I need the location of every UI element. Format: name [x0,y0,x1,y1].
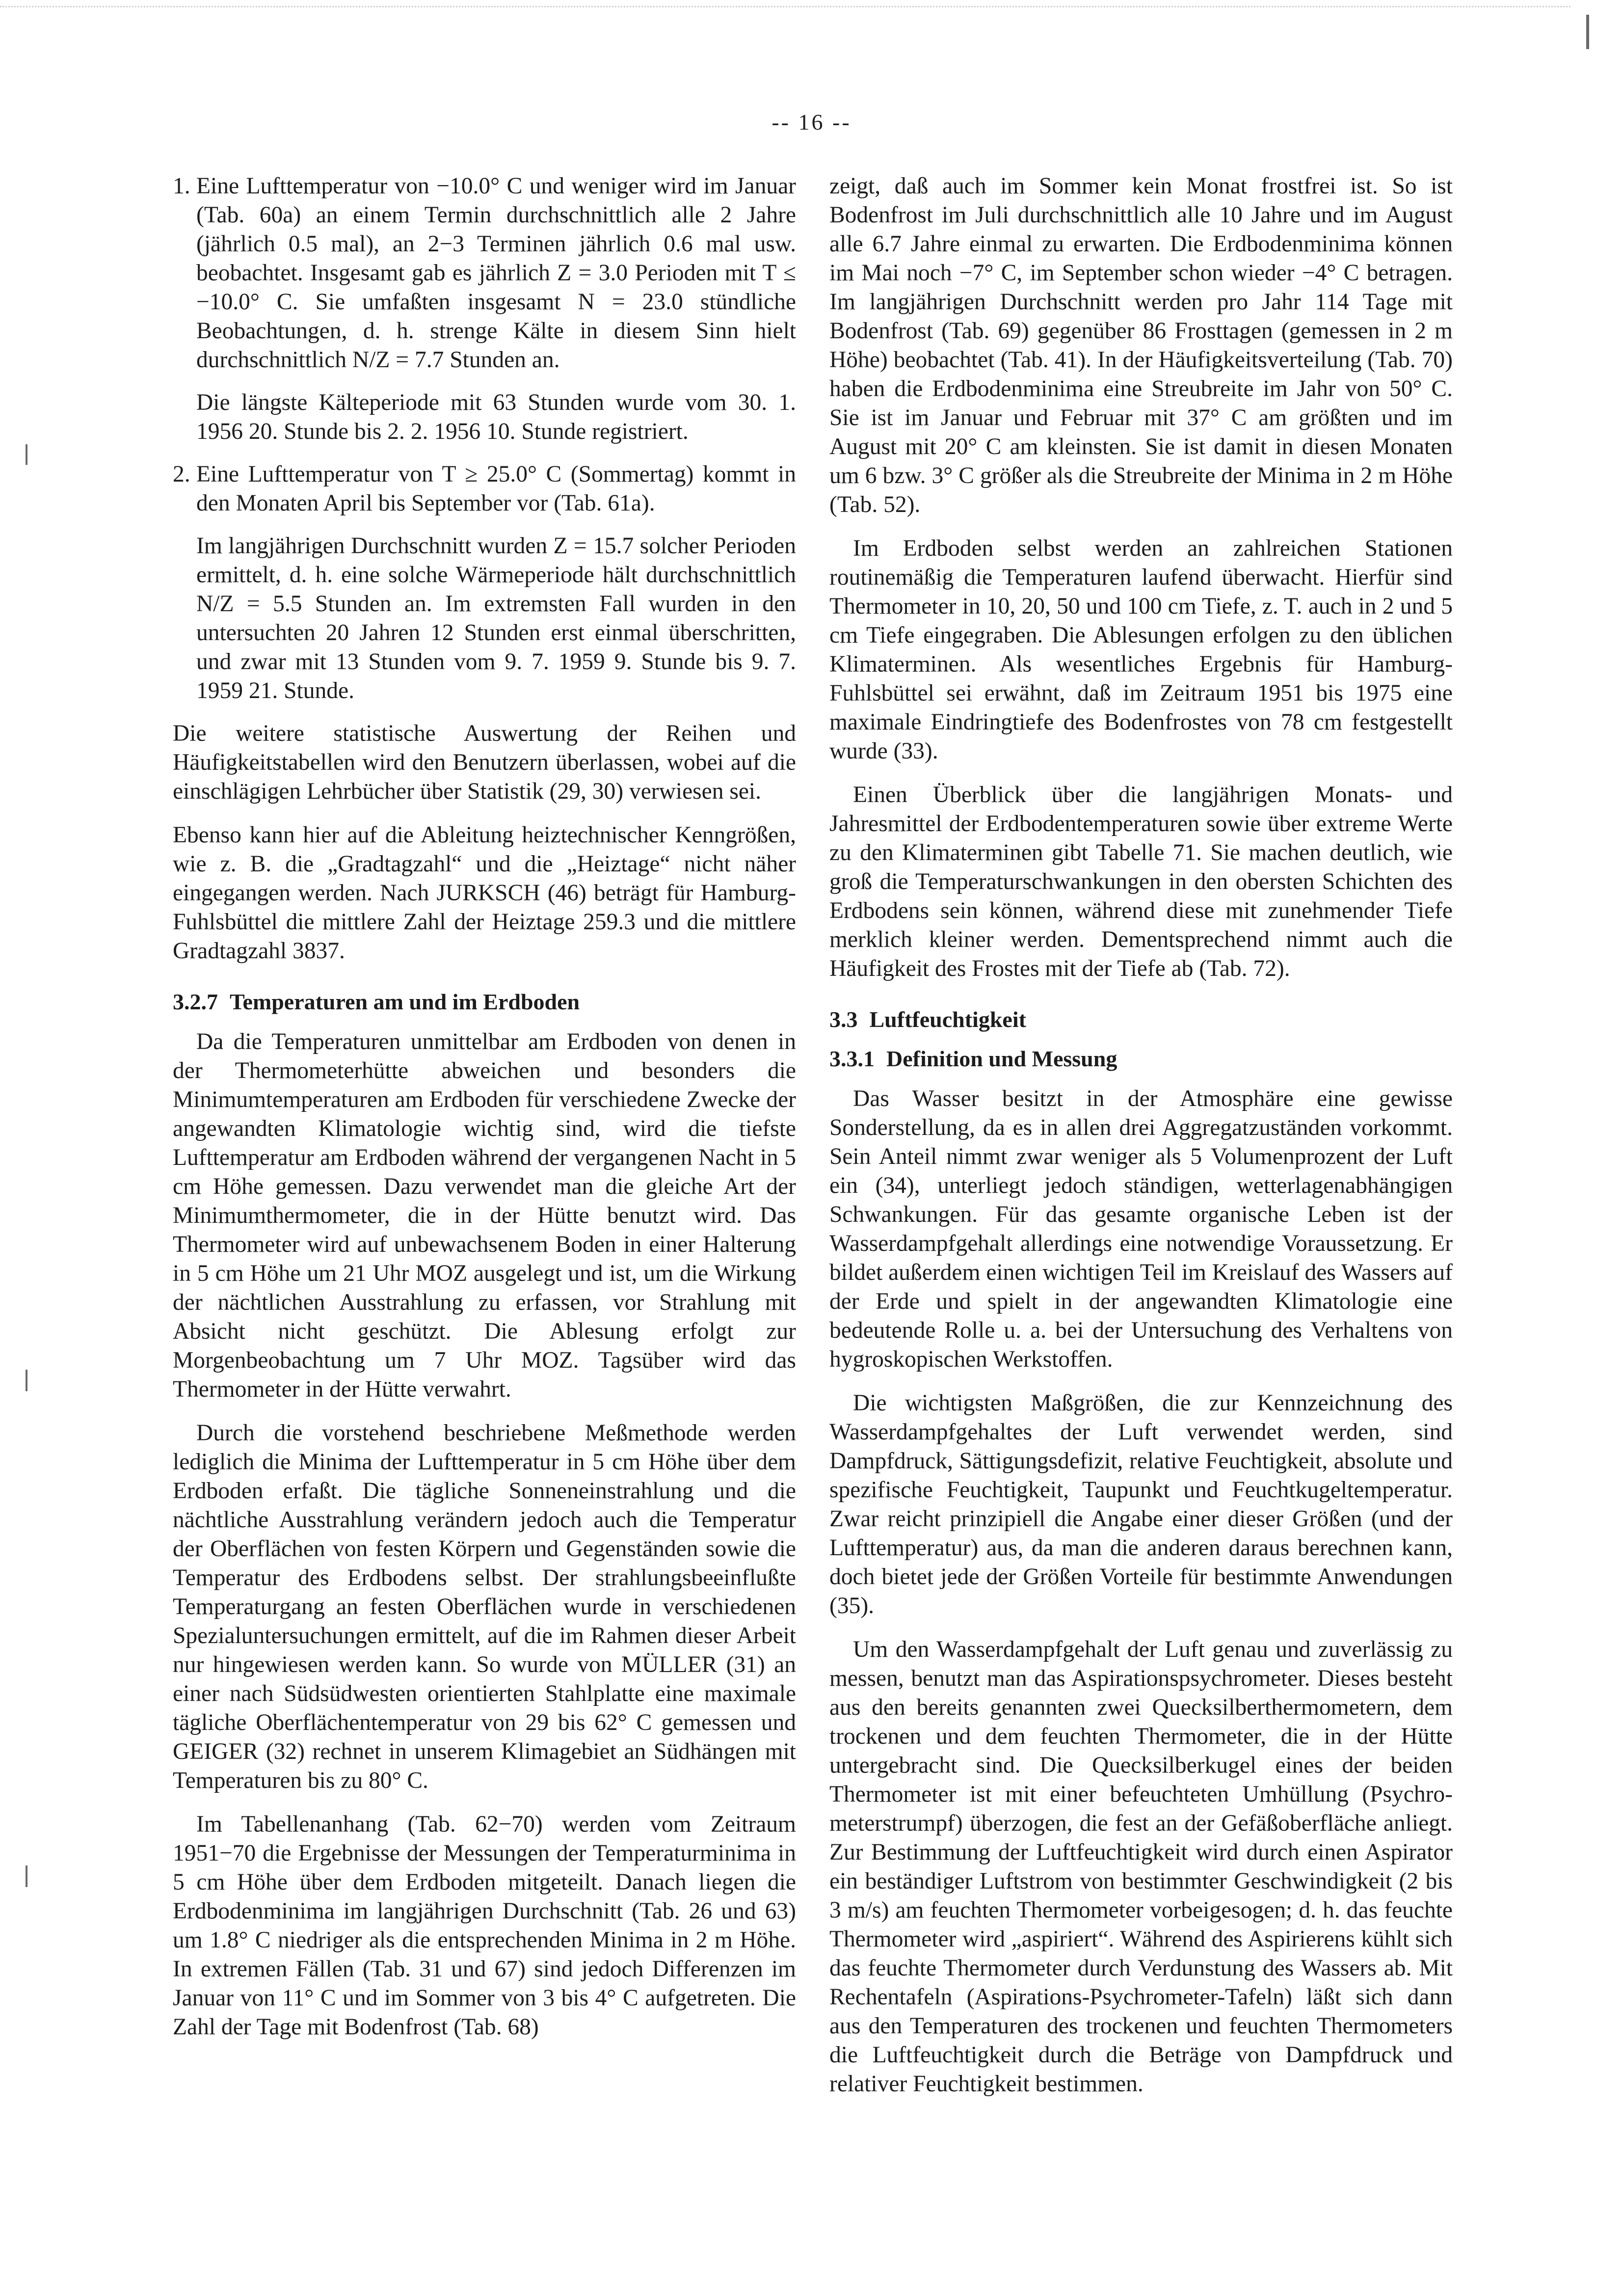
right-column [829,172,1453,2113]
section-number: 3.3.1 [829,1046,875,1071]
scan-mark [26,1865,27,1887]
section-heading-3-3 [829,1006,1453,1033]
paragraph: Da die Temperaturen unmittelbar am Erdboden von denen in der Thermometerhütte abweichen und besonders die Minimumtemperaturen am Erdboden für verschiedene Zwecke der angewandten Klimatologie wichtig sind, wird die tiefste Lufttemperatur am Erdboden während der vergangenen Nacht in 5 cm Höhe gemessen. Dazu verwendet man die gleiche Art der Minimumthermometer, die in der Hütte benutzt wird. Das Thermometer wird auf unbewachsenem Boden in einer Halterung in 5 cm Höhe um 21 Uhr MOZ ausgelegt und ist, um die Wirkung der nächtlichen Ausstrahlung zu erfassen, vor Strahlung mit Absicht nicht geschützt. Die Ablesung erfolgt zur Morgenbeobachtung um 7 Uhr MOZ. Tagsüber wird das Thermometer in der Hütte verwahrt. [173,1029,796,1402]
paragraph: Die weitere statistische Auswertung der Reihen und Häufigkeitstabellen wird den Benutzern überlassen, wobei auf die einschlägigen Lehrbücher über Statistik (29, 30) verwiesen sei. [173,721,796,804]
section-title: Luftfeuchtigkeit [869,1007,1026,1032]
paragraph: Ebenso kann hier auf die Ableitung heiztechnischer Kenngrößen, wie z. B. die „Gradtagzahl“ und die „Heiztage“ nicht näher eingegangen werden. Nach JURKSCH (46) beträgt für Hamburg-Fuhlsbüttel die mittlere Zahl der Heiztage 259.3 und die mittlere Gradtagzahl 3837. [173,822,796,964]
paragraph: Eine Lufttemperatur von T ≥ 25.0° C (Sommertag) kommt in den Monaten April bis September vor (Tab. 61a). [196,461,796,516]
section-heading-3-3-1 [829,1045,1453,1073]
paragraph: Das Wasser besitzt in der Atmosphäre eine gewisse Sonderstellung, da es in allen drei Aggregatzuständen vorkommt. Sein Anteil nimmt zwar weniger als 5 Volumenprozent der Luft ein (34), unterliegt jedoch ständigen, wetterlagenabhängigen Schwankungen. Für das gesamte organische Leben ist der Wasserdampfgehalt allerdings eine notwendige Voraussetzung. Er bildet außerdem einen wichtigen Teil im Kreislauf des Wassers auf der Erde und spielt in der angewandten Klimatologie eine bedeutende Rolle u. a. bei der Untersuchung des Verhaltens von hygroskopischen Werkstoffen. [829,1086,1453,1372]
paragraph: Eine Lufttemperatur von −10.0° C und weniger wird im Januar (Tab. 60a) an einem Termin durchschnittlich alle 2 Jahre (jährlich 0.5 mal), an 2−3 Terminen jährlich 0.6 mal usw. beobachtet. Insgesamt gab es jährlich Z = 3.0 Perioden mit T ≤ −10.0° C. Sie umfaßten insgesamt N = 23.0 stündliche Beobachtungen, d. h. strenge Kälte in diesem Sinn hielt durchschnittlich N/Z = 7.7 Stunden an. [196,173,796,373]
left-column [173,172,796,2056]
paragraph: Im Erdboden selbst werden an zahlreichen Stationen routinemäßig die Temperaturen laufend überwacht. Hierfür sind Thermometer in 10, 20, 50 und 100 cm Tiefe, z. T. auch in 2 und 5 cm Tiefe eingegraben. Die Ablesungen erfolgen zu den üblichen Klimaterminen. Als wesentliches Ergebnis für Hamburg-Fuhlsbüttel sei erwähnt, daß im Zeitraum 1951 bis 1975 eine maximale Eindringtiefe des Bodenfrostes von 78 cm festgestellt wurde (33). [829,536,1453,764]
section-heading-3-2-7 [173,988,796,1016]
paragraph: Im Tabellenanhang (Tab. 62−70) werden vom Zeitraum 1951−70 die Ergebnisse der Messungen der Temperaturminima in 5 cm Höhe über dem Erdboden mitgeteilt. Danach liegen die Erdbodenminima im langjährigen Durchschnitt (Tab. 26 und 63) um 1.8° C niedriger als die entsprechenden Minima in 2 m Höhe. In extremen Fällen (Tab. 31 und 67) sind jedoch Differenzen im Januar von 11° C und im Sommer von 3 bis 4° C aufgetreten. Die Zahl der Tage mit Bodenfrost (Tab. 68) [173,1811,796,2040]
list-number: 1. [173,173,190,199]
page-number: -- 16 -- [772,109,851,135]
section-number: 3.3 [829,1007,858,1032]
list-item-2 [173,460,796,719]
list-item-1 [173,172,796,460]
section-title: Temperaturen am und im Erdboden [230,989,580,1014]
section-title: Definition und Messung [886,1046,1117,1071]
paragraph: zeigt, daß auch im Sommer kein Monat frostfrei ist. So ist Bodenfrost im Juli durchschnittlich alle 10 Jahre und im August alle 6.7 Jahre einmal zu erwarten. Die Erdbodenminima können im Mai noch −7° C, im September schon wieder −4° C betragen. Im langjährigen Durchschnitt werden pro Jahr 114 Tage mit Bodenfrost (Tab. 69) gegenüber 86 Frosttagen (gemessen in 2 m Höhe) beobachtet (Tab. 41). In der Häufigkeitsverteilung (Tab. 70) haben die Erdbodenminima eine Streubreite im Jahr von 50° C. Sie ist im Januar und Februar mit 37° C am größten und im August mit 20° C am kleinsten. Sie ist damit in diesen Monaten um 6 bzw. 3° C größer als die Streubreite der Minima in 2 m Höhe (Tab. 52). [829,173,1453,517]
paragraph: Um den Wasserdampfgehalt der Luft genau und zuverlässig zu messen, benutzt man das Aspirationspsychrometer. Dieses besteht aus den bereits genannten zwei Quecksilberthermometern, dem trockenen und dem feuchten Thermometer, die in der Hütte untergebracht sind. Die Quecksilberkugel eines der beiden Thermometer ist mit einer befeuchteten Umhüllung (Psychrometerstrumpf) überzogen, die fest an der Gefäßoberfläche anliegt. Zur Bestimmung der Luftfeuchtigkeit wird durch einen Aspirator ein beständiger Luftstrom von bestimmter Geschwindigkeit (2 bis 3 m/s) am feuchten Thermometer vorbeigesogen; d. h. das feuchte Thermometer wird „aspiriert“. Während des Aspirierens kühlt sich das feuchte Thermometer durch Verdunstung des Wassers ab. Mit Rechentafeln (Aspirations-Psychrometer-Tafeln) läßt sich dann aus den Temperaturen des trockenen und feuchten Thermometers die Luftfeuchtigkeit durch die Beträge von Dampfdruck und relativer Feuchtigkeit bestimmen. [829,1637,1453,2097]
paragraph: Durch die vorstehend beschriebene Meßmethode werden lediglich die Minima der Lufttemperatur in 5 cm Höhe über dem Erdboden erfaßt. Die tägliche Sonneneinstrahlung und die nächtliche Ausstrahlung verändern jedoch auch die Temperatur der Oberflächen von festen Körpern und Gegenständen sowie die Temperatur des Erdbodens selbst. Der strahlungsbeeinflußte Temperaturgang an festen Oberflächen wurde in verschiedenen Spezialuntersuchungen ermittelt, auf die im Rahmen dieser Arbeit nur hingewiesen werden kann. So wurde von MÜLLER (31) an einer nach Südsüdwesten orientierten Stahlplatte eine maximale tägliche Oberflächentemperatur von 29 bis 62° C gemessen und GEIGER (32) rechnet in unserem Klimagebiet an Südhängen mit Temperaturen bis zu 80° C. [173,1420,796,1793]
scan-mark [26,1370,27,1391]
paragraph: Die längste Kälteperiode mit 63 Stunden wurde vom 30. 1. 1956 20. Stunde bis 2. 2. 1956 10. Stunde registriert. [196,390,796,444]
paragraph: Im langjährigen Durchschnitt wurden Z = 15.7 solcher Perioden ermittelt, d. h. eine solche Wärmeperiode hält durchschnittlich N/Z = 5.5 Stunden an. Im extremsten Fall wurden in den untersuchten 20 Jahren 12 Stunden erst einmal überschritten, und zwar mit 13 Stunden vom 9. 7. 1959 9. Stunde bis 9. 7. 1959 21. Stunde. [196,533,796,703]
scan-mark [1586,15,1589,49]
scan-mark [26,444,27,465]
section-number: 3.2.7 [173,989,218,1014]
paragraph: Einen Überblick über die langjährigen Monats- und Jahresmittel der Erdbodentemperaturen sowie über extreme Werte zu den Klimaterminen gibt Tabelle 71. Sie machen deutlich, wie groß die Temperaturschwankungen in den obersten Schichten des Erdbodens sein können, während diese mit zunehmender Tiefe merklich kleiner werden. Dementsprechend nimmt auch die Häufigkeit des Frostes mit der Tiefe ab (Tab. 72). [829,782,1453,981]
list-number: 2. [173,461,190,487]
scan-top-edge [0,6,1570,7]
paragraph: Die wichtigsten Maßgrößen, die zur Kennzeichnung des Wasserdampfgehaltes der Luft verwendet werden, sind Dampfdruck, Sättigungsdefizit, relative Feuchtigkeit, absolute und spezifische Feuchtigkeit, Taupunkt und Feuchtkugeltemperatur. Zwar reicht prinzipiell die Angabe einer dieser Größen (und der Lufttemperatur) aus, da man die anderen daraus berechnen kann, doch bietet jede der Größen Vorteile für bestimmte Anwendungen (35). [829,1390,1453,1619]
